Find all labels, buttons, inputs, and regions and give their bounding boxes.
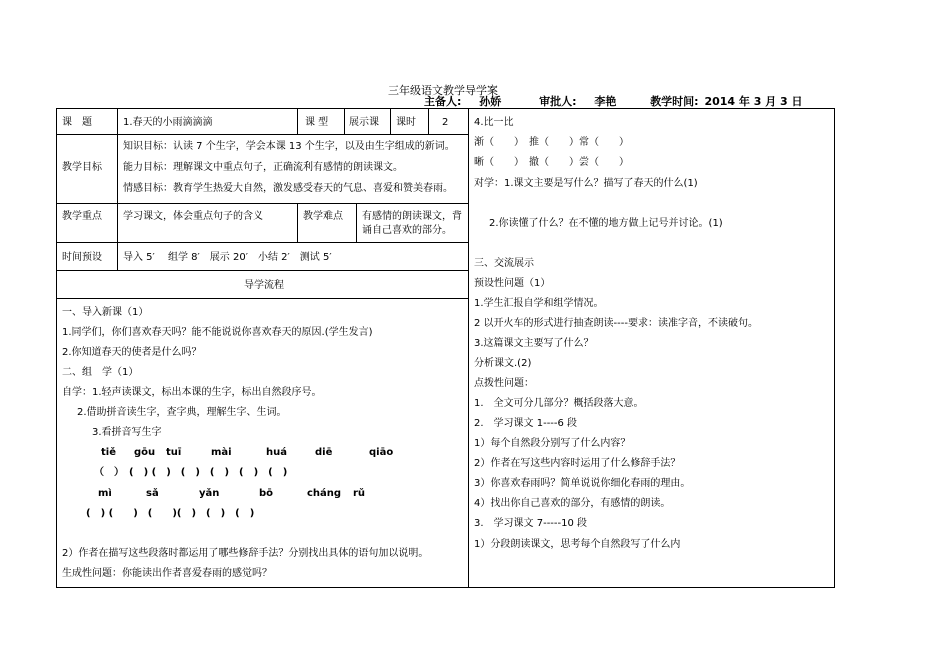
key-text: 学习课文，体会重点句子的含义 — [123, 211, 263, 222]
pinyin: cháng — [307, 488, 342, 499]
label-col-line — [117, 108, 118, 270]
guide-q2c: 3）你喜欢春雨吗？简单说说你细化春雨的理由。 — [474, 478, 691, 489]
hours-label: 课时 — [396, 117, 416, 128]
section-3: 三、交流展示 — [474, 258, 534, 269]
pair-study-2: 2.你读懂了什么？在不懂的地方做上记号并讨论。(1) — [489, 218, 723, 229]
compare-heading: 4.比一比 — [474, 117, 514, 128]
cell-line — [428, 108, 429, 134]
goals-label: 教学目标 — [62, 162, 102, 173]
difficult-label: 教学难点 — [303, 211, 343, 222]
section-2-item-3: 3.看拼音写生字 — [92, 427, 162, 438]
cell-line — [356, 203, 357, 242]
hours-value: 2 — [442, 117, 449, 128]
compare-row-1: 渐（ ） 推（ ）常（ ） — [474, 137, 629, 148]
cell-line — [297, 203, 298, 242]
pinyin: tiě — [101, 447, 116, 458]
column-divider — [468, 108, 469, 588]
cell-line — [297, 108, 298, 134]
header-meta — [424, 93, 803, 109]
guide-q3a: 1）分段朗读课文，思考每个自然段写了什么内 — [474, 539, 681, 550]
cell-line — [344, 108, 345, 134]
topic-value: 1.春天的小雨滴滴滴 — [123, 117, 213, 128]
pinyin: gōu — [134, 447, 156, 458]
guide-q1: 1. 全文可分几部分？概括段落大意。 — [474, 398, 644, 409]
pinyin: sǎ — [146, 488, 159, 499]
section-2-q2: 2）作者在描写这些段落时都运用了哪些修辞手法？分别找出具体的语句加以说明。 — [62, 548, 429, 559]
pinyin: qiāo — [369, 447, 394, 458]
guide-q2a: 1）每个自然段分别写了什么内容？ — [474, 438, 631, 449]
section-2-item-2: 2.借助拼音读生字，查字典，理解生字、生词。 — [77, 407, 287, 418]
date-value: 2014 年 3 月 3 日 — [704, 95, 803, 108]
guide-q2: 2. 学习课文 1----6 段 — [474, 418, 578, 429]
difficult-text-1: 有感情的朗读课文，背 — [362, 211, 462, 222]
pinyin: huá — [266, 447, 287, 458]
type-value: 展示课 — [349, 117, 379, 128]
section-2-item-1: 自学：1.轻声读课文，标出本课的生字，标出自然段序号。 — [62, 387, 322, 398]
guide-q3: 3. 学习课文 7-----10 段 — [474, 518, 588, 529]
compare-row-2: 晰（ ） 撤（ ）尝（ ） — [474, 157, 629, 168]
difficult-text-2: 诵自己喜欢的部分。 — [362, 225, 452, 236]
flow-heading: 导学流程 — [244, 280, 284, 291]
reviewer-label: 审批人: — [539, 95, 577, 108]
pinyin: bō — [259, 488, 274, 499]
pinyin: tuī — [166, 447, 182, 458]
section-1-q2: 2.你知道春天的使者是什么吗？ — [62, 347, 202, 358]
guide-q2b: 2）作者在写这些内容时运用了什么修辞手法？ — [474, 458, 681, 469]
type-label: 课 型 — [305, 117, 329, 128]
section-1: 一、导入新课（1） — [62, 307, 149, 318]
pinyin: mì — [98, 488, 112, 499]
key-label: 教学重点 — [62, 211, 102, 222]
cell-line — [390, 108, 391, 134]
write-brackets-row-2: ( ) ( ) ( )( ) ( ) ( ) — [86, 508, 255, 519]
goal-knowledge: 知识目标：认读 7 个生字，学会本课 13 个生字，以及由生字组成的新词。 — [123, 141, 455, 152]
guide-q2d: 4）找出你自己喜欢的部分，有感情的朗读。 — [474, 498, 671, 509]
preset-questions: 预设性问题（1） — [474, 278, 551, 289]
date-label: 教学时间: — [650, 95, 699, 108]
pinyin: diē — [315, 447, 333, 458]
row-line — [56, 298, 468, 299]
time-text: 导入 5′ 组学 8′ 展示 20′ 小结 2′ 测试 5′ — [123, 252, 332, 263]
analyze-text: 分析课文.(2) — [474, 358, 532, 369]
pinyin: rǔ — [353, 488, 366, 499]
write-brackets-row-1: （ ） ( ) ( ) ( ) ( ) ( ) ( ) — [94, 467, 288, 478]
preparer-name: 孙娇 — [479, 95, 502, 108]
preparer-label: 主备人: — [424, 95, 462, 108]
section-2: 二、组 学（1） — [62, 367, 139, 378]
preset-1: 1.学生汇报自学和组学情况。 — [474, 298, 604, 309]
pair-study-1: 对学：1.课文主要是写什么？描写了春天的什么(1) — [474, 178, 698, 189]
reviewer-name: 李艳 — [594, 95, 617, 108]
document-title: 三年级语文教学导学案 — [388, 84, 498, 97]
section-1-q1: 1.同学们，你们喜欢春天吗？能不能说说你喜欢春天的原因.(学生发言) — [62, 327, 373, 338]
goal-ability: 能力目标：理解课文中重点句子，正确流利有感情的朗读课文。 — [123, 162, 403, 173]
pinyin: mài — [211, 447, 232, 458]
time-label: 时间预设 — [62, 252, 102, 263]
preset-3: 3.这篇课文主要写了什么？ — [474, 338, 594, 349]
preset-2: 2 以开火车的形式进行抽查朗读----要求：读准字音，不读破句。 — [474, 318, 758, 329]
topic-label: 课 题 — [62, 117, 92, 128]
guiding-questions: 点拨性问题： — [474, 378, 534, 389]
section-2-q3: 生成性问题：你能读出作者喜爱春雨的感觉吗？ — [62, 568, 272, 579]
pinyin: yǎn — [199, 488, 220, 499]
row-line — [56, 270, 468, 271]
goal-emotion: 情感目标：教育学生热爱大自然，激发感受春天的气息、喜爱和赞美春雨。 — [123, 183, 453, 194]
